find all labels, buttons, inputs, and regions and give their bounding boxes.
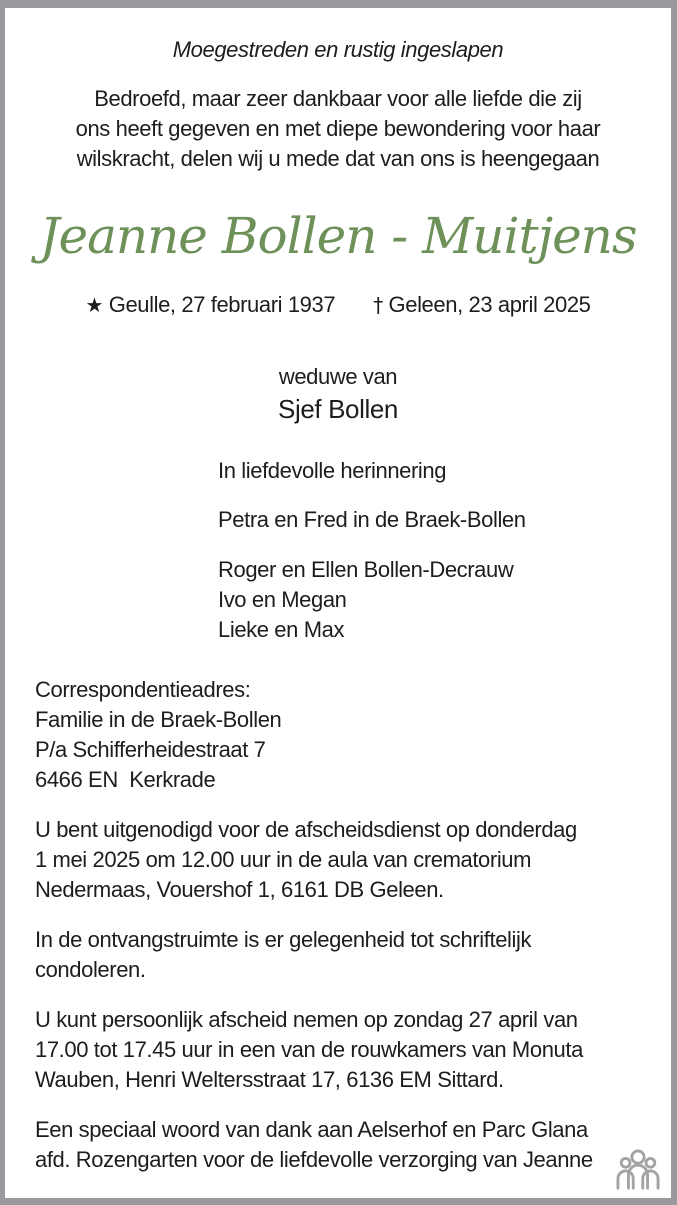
- family-group: [218, 505, 641, 535]
- paragraph-line: Wauben, Henri Weltersstraat 17, 6136 EM Sittard.: [35, 1067, 504, 1092]
- memory-heading: In liefdevolle herinnering: [218, 458, 447, 483]
- life-dates: [35, 290, 641, 320]
- death-text: Geleen, 23 april 2025: [382, 292, 591, 317]
- widow-label: weduwe van: [278, 364, 398, 389]
- farewell-visit-paragraph: [35, 1005, 641, 1095]
- paragraph-line: 17.00 tot 17.45 uur in een van de rouwkamers van Monuta: [35, 1037, 583, 1062]
- thanks-paragraph: [35, 1115, 641, 1175]
- birth-text: Geulle, 27 februari 1937: [103, 292, 336, 317]
- condolence-paragraph: [35, 925, 641, 985]
- paragraph-line: afd. Rozengarten voor de liefdevolle verzorging van Jeanne: [35, 1147, 593, 1172]
- paragraph-line: Nedermaas, Vouershof 1, 6161 DB Geleen.: [35, 877, 444, 902]
- correspondence-line: P/a Schifferheidestraat 7: [35, 737, 266, 762]
- paragraph-line: 1 mei 2025 om 12.00 uur in de aula van crematorium: [35, 847, 532, 872]
- correspondence-line: Familie in de Braek-Bollen: [35, 707, 282, 732]
- intro-text: [35, 84, 641, 174]
- family-group: [218, 555, 641, 645]
- family-member-line: Ivo en Megan: [218, 587, 347, 612]
- correspondence-line: Correspondentieadres:: [35, 677, 251, 702]
- death-info: [373, 292, 590, 317]
- paragraph-line: U kunt persoonlijk afscheid nemen op zondag 27 april van: [35, 1007, 578, 1032]
- paragraph-line: U bent uitgenodigd voor de afscheidsdienst op donderdag: [35, 817, 577, 842]
- paragraph-line: condoleren.: [35, 957, 146, 982]
- paragraph-line: Een speciaal woord van dank aan Aelserhof en Parc Glana: [35, 1117, 588, 1142]
- widow-spouse-name: Sjef Bollen: [278, 394, 398, 424]
- three-people-icon: [614, 1148, 662, 1190]
- birth-star-icon: ★: [85, 293, 104, 317]
- widow-of-block: [35, 362, 641, 426]
- birth-info: [86, 292, 336, 317]
- correspondence-address: [35, 675, 641, 795]
- family-block: [35, 456, 641, 645]
- deceased-name: Jeanne Bollen - Muitjens: [39, 207, 637, 265]
- correspondence-line: 6466 EN Kerkrade: [35, 767, 216, 792]
- intro-line: ons heeft gegeven en met diepe bewondering voor haar: [75, 116, 601, 141]
- death-cross-icon: †: [373, 293, 383, 317]
- paragraph-line: In de ontvangstruimte is er gelegenheid tot schriftelijk: [35, 927, 532, 952]
- family-member-line: Lieke en Max: [218, 617, 345, 642]
- family-member-line: Petra en Fred in de Braek-Bollen: [218, 507, 526, 532]
- intro-line: wilskracht, delen wij u mede dat van ons is heengegaan: [76, 146, 600, 171]
- intro-line: Bedroefd, maar zeer dankbaar voor alle liefde die zij: [94, 86, 582, 111]
- family-member-line: Roger en Ellen Bollen-Decrauw: [218, 557, 514, 582]
- obituary-content: [5, 8, 671, 1175]
- epigraph: Moegestreden en rustig ingeslapen: [172, 37, 504, 62]
- service-invitation-paragraph: [35, 815, 641, 905]
